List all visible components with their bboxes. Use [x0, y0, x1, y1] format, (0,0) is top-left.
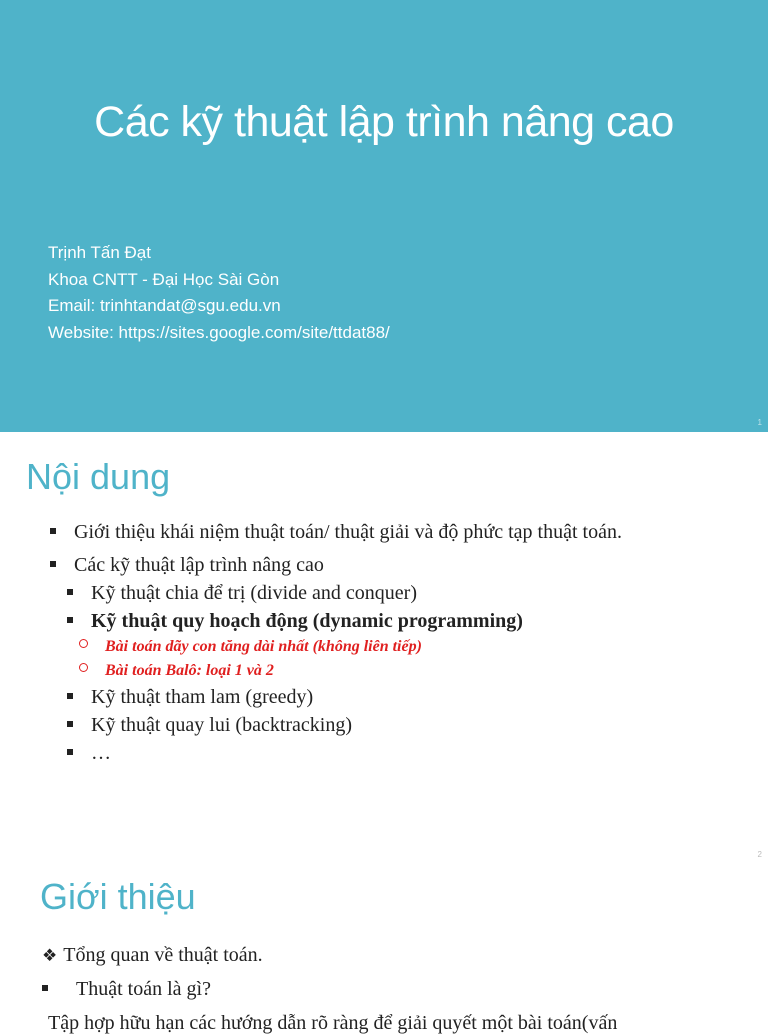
page-number-1: 1 [757, 418, 762, 427]
list-item-text: Kỹ thuật quy hoạch động (dynamic programming) [91, 610, 523, 632]
list-item [67, 610, 523, 633]
list-item [67, 742, 111, 765]
list-item-text: Kỹ thuật tham lam (greedy) [91, 686, 314, 708]
square-bullet-icon [67, 617, 73, 623]
list-item-text: Kỹ thuật quay lui (backtracking) [91, 714, 353, 736]
list-item-text: Kỹ thuật chia để trị (divide and conquer) [91, 582, 417, 604]
list-item [79, 638, 422, 656]
list-item [67, 582, 417, 605]
list-item [79, 662, 274, 680]
square-bullet-icon [67, 589, 73, 595]
list-item-text: Thuật toán là gì? [76, 978, 211, 1000]
square-bullet-icon [42, 985, 48, 991]
square-bullet-icon [67, 749, 73, 755]
list-item [50, 521, 622, 544]
list-item [42, 978, 211, 1001]
list-item-text: Tổng quan về thuật toán. [63, 944, 263, 966]
list-item-text: Bài toán dãy con tăng dài nhất (không liên tiếp) [105, 638, 422, 655]
author-website: Website: https://sites.google.com/site/ttdat88/ [48, 322, 390, 342]
list-item [50, 554, 324, 577]
square-bullet-icon [50, 528, 56, 534]
square-bullet-icon [67, 693, 73, 699]
author-department: Khoa CNTT - Đại Học Sài Gòn [48, 269, 280, 289]
square-bullet-icon [50, 561, 56, 567]
contents-slide [0, 432, 768, 862]
title-slide [0, 0, 768, 432]
contents-heading: Nội dung [26, 456, 171, 497]
author-info [48, 240, 390, 346]
list-item [67, 686, 313, 709]
introduction-slide [0, 862, 768, 1034]
author-name: Trịnh Tấn Đạt [48, 243, 151, 262]
slide-title: Các kỹ thuật lập trình nâng cao [94, 98, 674, 146]
page-number-2: 2 [757, 850, 762, 859]
list-item [67, 714, 352, 737]
list-item-text: Bài toán Balô: loại 1 và 2 [105, 662, 274, 679]
circle-bullet-icon [79, 639, 88, 648]
diamond-bullet-icon: ❖ [42, 946, 58, 965]
list-item-text: Các kỹ thuật lập trình nâng cao [74, 554, 324, 576]
list-item-text: Tập hợp hữu hạn các hướng dẫn rõ ràng để giải quyết một bài toán(vấn [48, 1012, 618, 1034]
circle-bullet-icon [79, 663, 88, 672]
list-item-text: Giới thiệu khái niệm thuật toán/ thuật giải và độ phức tạp thuật toán. [74, 521, 622, 543]
introduction-heading: Giới thiệu [40, 876, 196, 917]
square-bullet-icon [67, 721, 73, 727]
list-item [42, 944, 263, 967]
author-email: Email: trinhtandat@sgu.edu.vn [48, 296, 281, 315]
list-item-text: … [91, 742, 111, 764]
